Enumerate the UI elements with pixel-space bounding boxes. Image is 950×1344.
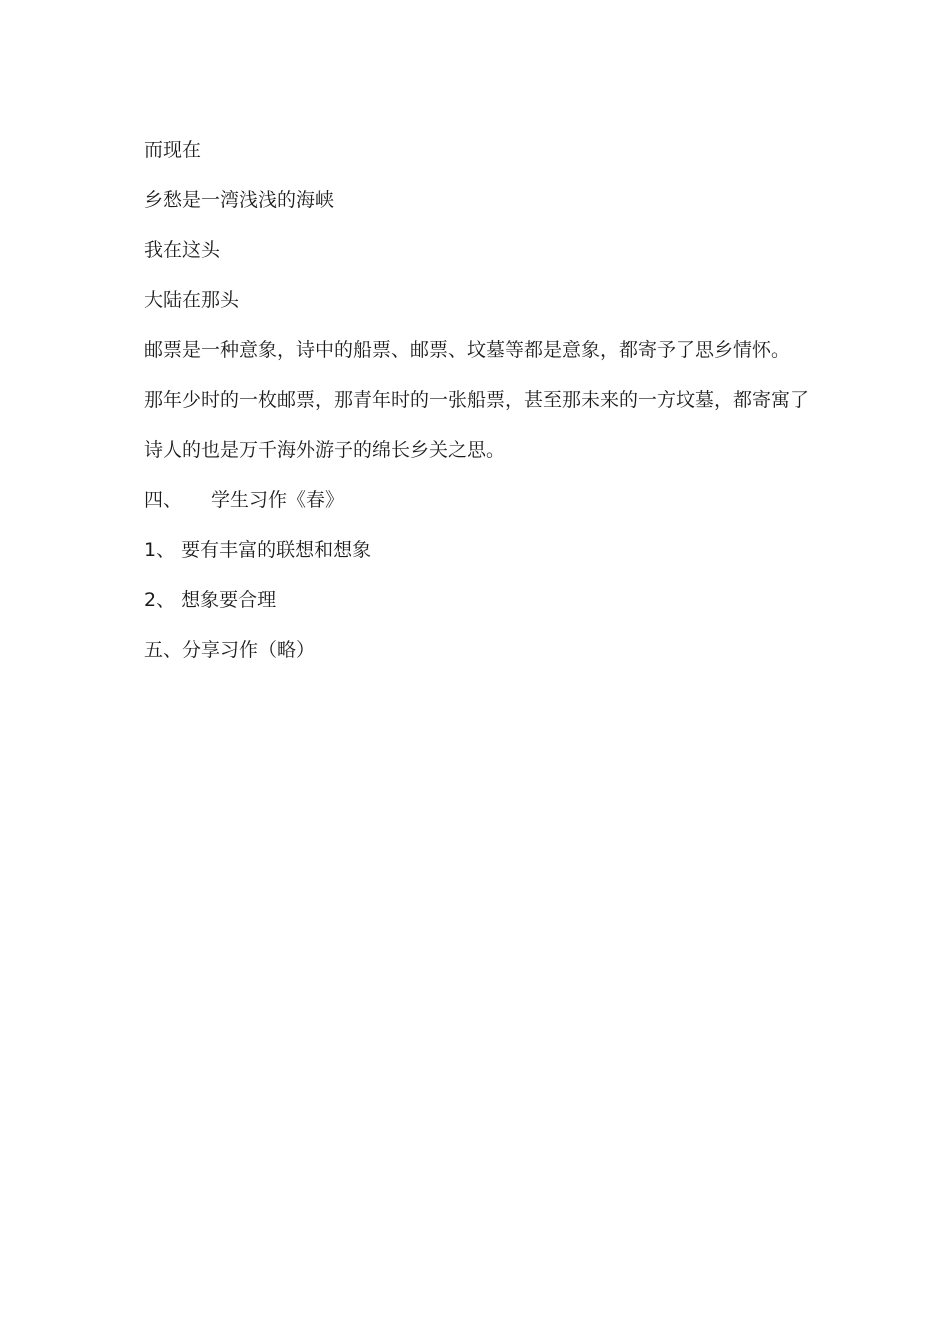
section-heading-five: 五、分享习作（略） <box>144 639 316 661</box>
list-item: 2、 想象要合理 <box>144 589 277 611</box>
section-title: 学生习作《春》 <box>211 489 345 511</box>
paragraph-line: 邮票是一种意象，诗中的船票、邮票、坟墓等都是意象，都寄予了思乡情怀。 <box>144 339 791 361</box>
paragraph-line: 那年少时的一枚邮票，那青年时的一张船票，甚至那未来的一方坟墓，都寄寓了 <box>144 389 810 411</box>
section-number: 四、 <box>144 489 183 511</box>
poem-line: 大陆在那头 <box>144 289 240 311</box>
poem-line: 而现在 <box>144 139 202 161</box>
document-page <box>144 136 834 686</box>
paragraph-line: 诗人的也是万千海外游子的绵长乡关之思。 <box>144 439 506 461</box>
section-heading-four <box>144 486 834 514</box>
poem-line: 我在这头 <box>144 239 221 261</box>
list-item: 1、 要有丰富的联想和想象 <box>144 539 372 561</box>
poem-line: 乡愁是一湾浅浅的海峡 <box>144 189 335 211</box>
